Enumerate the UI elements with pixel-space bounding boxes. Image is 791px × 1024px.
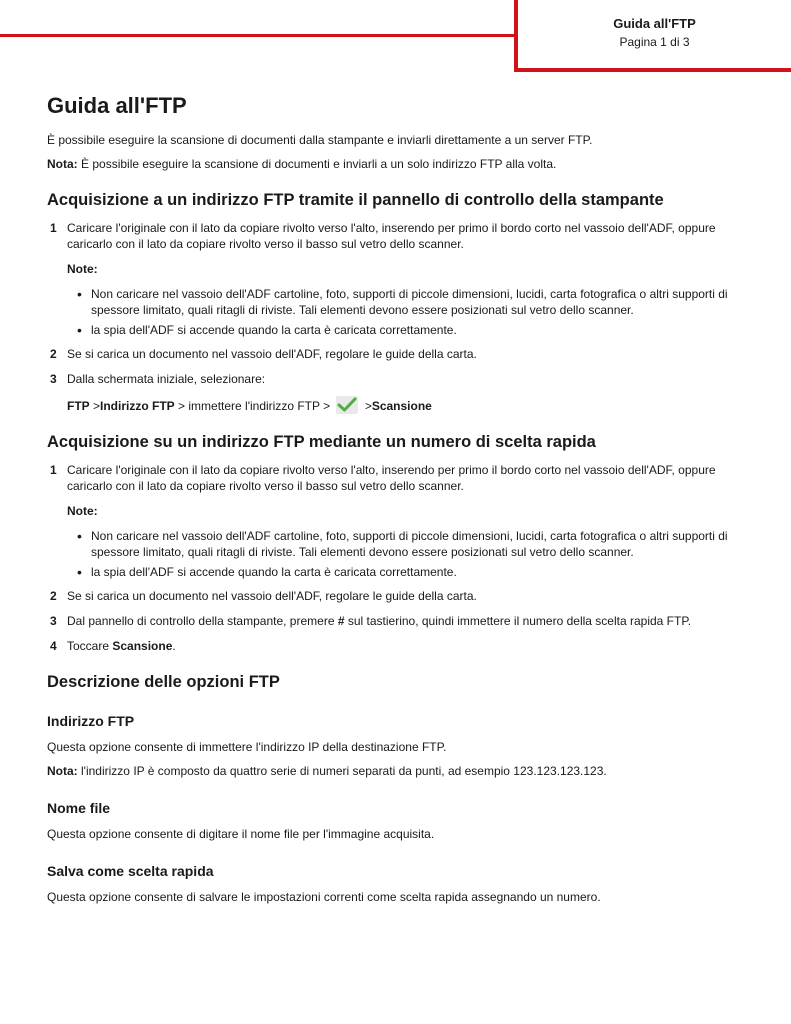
- scansione-label: Scansione: [112, 639, 173, 653]
- path-ftp: FTP: [67, 399, 90, 413]
- step-text-a: Toccare: [67, 639, 113, 653]
- step-number: 3: [50, 372, 57, 386]
- section-ftp-options: [47, 672, 759, 905]
- section-heading: Descrizione delle opzioni FTP: [47, 673, 280, 691]
- running-header: [518, 16, 791, 50]
- step-text: Se si carica un documento nel vassoio dell'ADF, regolare le guide della carta.: [67, 589, 477, 603]
- path-indirizzo-ftp: Indirizzo FTP: [100, 399, 175, 413]
- step-number: 2: [50, 347, 57, 361]
- step-text: Caricare l'originale con il lato da copiare rivolto verso l'alto, inserendo per primo il bordo corto nel vassoio dell'ADF, oppure caricarlo con il lato da copiare rivolto verso il basso sul vetro dello scanner.: [67, 221, 716, 251]
- option-description: Questa opzione consente di immettere l'indirizzo IP della destinazione FTP.: [47, 740, 447, 754]
- step: [47, 613, 759, 629]
- step-text: Se si carica un documento nel vassoio dell'ADF, regolare le guide della carta.: [67, 347, 477, 361]
- step-text-c: .: [172, 639, 176, 653]
- step-number: 3: [50, 614, 57, 628]
- path-separator: >: [361, 399, 372, 413]
- step-text-a: Dal pannello di controllo della stampante, premere: [67, 614, 338, 628]
- intro-paragraph: È possibile eseguire la scansione di documenti dalla stampante e inviarli direttamente a un server FTP.: [47, 133, 593, 147]
- notes-list: [67, 286, 759, 338]
- notes-label: Note:: [67, 504, 98, 518]
- step-text-b: sul tastierino, quindi immettere il numero della scelta rapida FTP.: [344, 614, 692, 628]
- running-header-title: Guida all'FTP: [613, 16, 696, 31]
- section-heading: Acquisizione a un indirizzo FTP tramite il pannello di controllo della stampante: [47, 191, 664, 209]
- intro-note: [47, 156, 759, 172]
- step: [47, 462, 759, 494]
- hash-key: #: [337, 614, 345, 628]
- note-label: Nota:: [47, 764, 78, 778]
- list-item: • Non caricare nel vassoio dell'ADF cartoline, foto, supporti di piccole dimensioni, lucidi, carta fotografica o altri supporti di spessore limitato, quali ritagli di riviste. Tali elementi devono essere posizionati sul vetro dello scanner.: [67, 528, 759, 560]
- path-separator: >: [89, 399, 101, 413]
- header-rule-bottom: [514, 68, 791, 72]
- option-description: Questa opzione consente di salvare le impostazioni correnti come scelta rapida assegnando un numero.: [47, 890, 601, 904]
- notes-label: Note:: [67, 262, 98, 276]
- page-title: Guida all'FTP: [47, 93, 187, 118]
- note-text: l'indirizzo IP è composto da quattro serie di numeri separati da punti, ad esempio 123.123.123.123.: [77, 764, 607, 778]
- path-enter-address: > immettere l'indirizzo FTP >: [174, 399, 331, 413]
- document-body: [47, 93, 759, 913]
- option-heading: Indirizzo FTP: [47, 713, 135, 729]
- option-description: Questa opzione consente di digitare il nome file per l'immagine acquisita.: [47, 827, 435, 841]
- step: [47, 371, 759, 387]
- checkmark-icon: [336, 396, 358, 414]
- option-heading: Salva come scelta rapida: [47, 863, 214, 879]
- list-item: • la spia dell'ADF si accende quando la carta è caricata correttamente.: [67, 322, 759, 338]
- section-heading: Acquisizione su un indirizzo FTP mediante un numero di scelta rapida: [47, 433, 596, 451]
- path-scansione: Scansione: [371, 399, 432, 413]
- section-shortcut: [47, 432, 759, 654]
- page-number: Pagina 1 di 3: [619, 35, 690, 49]
- note-label: Nota:: [47, 157, 78, 171]
- step-number: 4: [50, 639, 57, 653]
- notes-list: [67, 528, 759, 580]
- step-text: Caricare l'originale con il lato da copiare rivolto verso l'alto, inserendo per primo il bordo corto nel vassoio dell'ADF, oppure caricarlo con il lato da copiare rivolto verso il basso sul vetro dello scanner.: [67, 463, 716, 493]
- step: [47, 346, 759, 362]
- section-control-panel: [47, 190, 759, 414]
- step-number: 2: [50, 589, 57, 603]
- step-number: 1: [50, 463, 57, 477]
- step: [47, 638, 759, 654]
- option-indirizzo-ftp: [47, 712, 759, 779]
- note-text: È possibile eseguire la scansione di documenti e inviarli a un solo indirizzo FTP alla volta.: [77, 157, 557, 171]
- option-salva-scelta-rapida: [47, 862, 759, 905]
- option-note: [47, 763, 759, 779]
- option-nome-file: [47, 799, 759, 842]
- step-text: Dalla schermata iniziale, selezionare:: [67, 372, 266, 386]
- menu-path: [67, 396, 759, 414]
- header-rule-top: [0, 34, 517, 37]
- list-item: • la spia dell'ADF si accende quando la carta è caricata correttamente.: [67, 564, 759, 580]
- step: [47, 220, 759, 252]
- option-heading: Nome file: [47, 800, 111, 816]
- list-item: • Non caricare nel vassoio dell'ADF cartoline, foto, supporti di piccole dimensioni, lucidi, carta fotografica o altri supporti di spessore limitato, quali ritagli di riviste. Tali elementi devono essere posizionati sul vetro dello scanner.: [67, 286, 759, 318]
- step: [47, 588, 759, 604]
- step-number: 1: [50, 221, 57, 235]
